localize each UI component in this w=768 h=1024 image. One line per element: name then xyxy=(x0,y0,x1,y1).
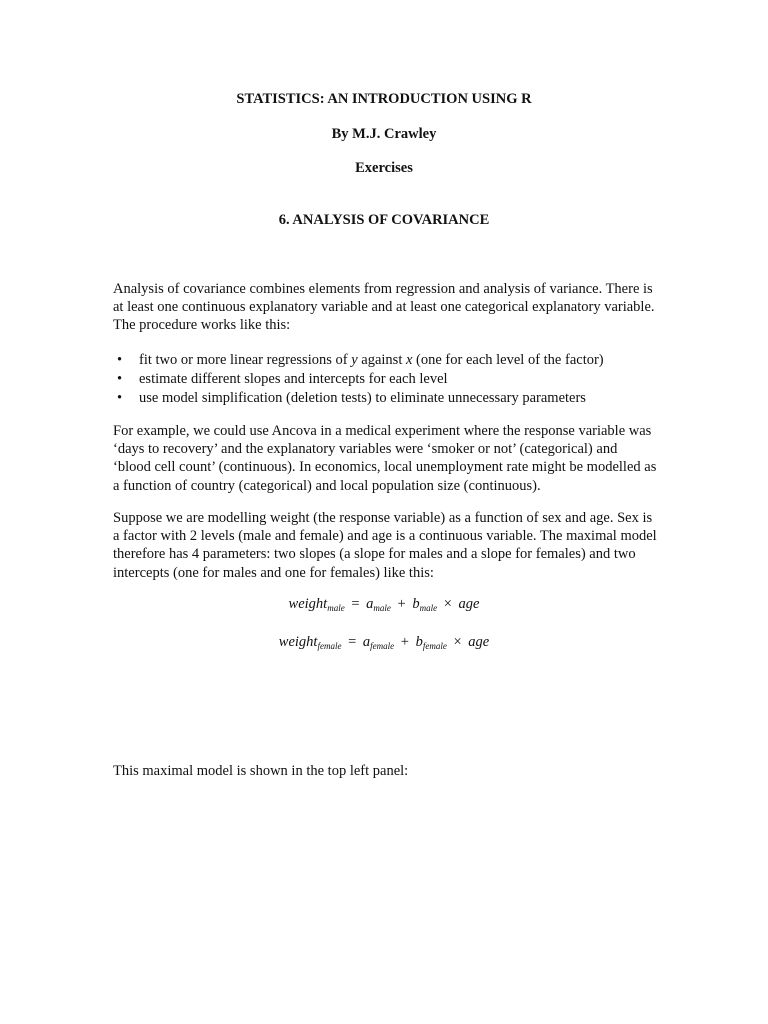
bullet-icon: • xyxy=(117,371,123,387)
model-paragraph: Suppose we are modelling weight (the response variable) as a function of sex and age. Sex is a factor with 2 levels (male and female) and age is a continuous variable. The maximal model therefore has 4 parameters: two slopes (a slope for males and a slope for females) and two intercepts (one for males and one for females) like this: xyxy=(113,510,657,581)
author-line: By M.J. Crawley xyxy=(331,126,437,142)
exercises-heading: Exercises xyxy=(355,160,413,176)
list-item: • estimate different slopes and intercepts for each level xyxy=(117,371,448,387)
intro-paragraph: Analysis of covariance combines elements from regression and analysis of variance. There is at least one continuous explanatory variable and at least one categorical explanatory variable. The procedure works like this: xyxy=(113,281,655,334)
bullet-icon: • xyxy=(117,352,123,368)
equation-male: weight$_{male}$ = $a_{male} + b_{male}$ × age xyxy=(288,596,480,613)
bullet-icon: • xyxy=(117,390,123,406)
list-item: • fit two or more linear regressions of y against x (one for each level of the factor) xyxy=(117,352,604,368)
closing-paragraph: This maximal model is shown in the top left panel: xyxy=(113,763,409,779)
example-paragraph: For example, we could use Ancova in a medical experiment where the response variable was ‘days to recovery’ and the explanatory variables were ‘smoker or not’ (categorical) and ‘blood cell count’ (continuous). In economics, local unemployment rate might be modelled as a function of country (categorical) and local population size (continuous). xyxy=(113,423,657,494)
document-title: STATISTICS: AN INTRODUCTION USING R xyxy=(236,91,532,107)
equation-female: weight$_{female}$ = $a_{female} + b_{female}$ × age xyxy=(278,634,490,651)
section-heading: 6. ANALYSIS OF COVARIANCE xyxy=(278,212,490,228)
list-item: • use model simplification (deletion tests) to eliminate unnecessary parameters xyxy=(117,390,586,406)
procedure-list xyxy=(113,351,673,408)
